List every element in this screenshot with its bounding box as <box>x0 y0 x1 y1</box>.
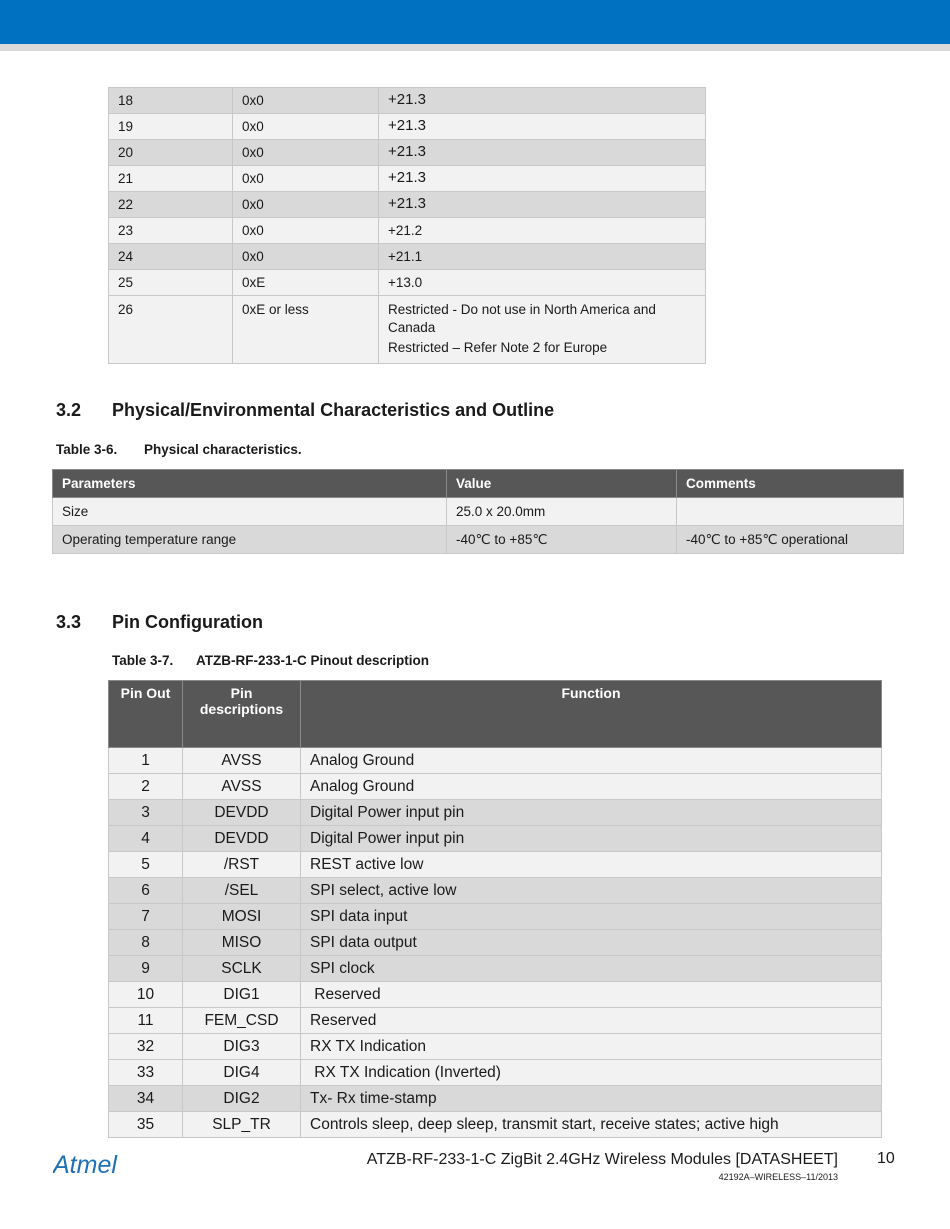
cell-setting: 0x0 <box>233 192 379 218</box>
document-code: 42192A–WIRELESS–11/2013 <box>718 1172 838 1182</box>
table-row <box>109 270 706 296</box>
cell-value: -40℃ to +85℃ <box>447 526 677 554</box>
cell-pin-number: 2 <box>109 774 183 800</box>
header-parameters: Parameters <box>53 470 447 498</box>
table-row <box>109 1034 882 1060</box>
cell-function: Tx- Rx time-stamp <box>301 1086 882 1112</box>
cell-function: SPI data output <box>301 930 882 956</box>
header-function: Function <box>301 681 882 748</box>
cell-pin-name: DEVDD <box>183 800 301 826</box>
pinout-table <box>108 680 882 1138</box>
table-row <box>109 218 706 244</box>
cell-power: +21.3 <box>379 166 706 192</box>
physical-characteristics-table <box>52 469 904 554</box>
top-banner <box>0 0 950 44</box>
cell-pin-number: 9 <box>109 956 183 982</box>
cell-power: +13.0 <box>379 270 706 296</box>
cell-channel: 21 <box>109 166 233 192</box>
atmel-logo-mark <box>53 1151 149 1179</box>
cell-pin-name: DIG2 <box>183 1086 301 1112</box>
svg-text:Atmel: Atmel <box>53 1151 117 1179</box>
cell-pin-name: SCLK <box>183 956 301 982</box>
table-row <box>109 296 706 364</box>
table-row <box>109 192 706 218</box>
cell-function: Reserved <box>301 1008 882 1034</box>
table-row <box>109 140 706 166</box>
cell-channel: 20 <box>109 140 233 166</box>
top-banner-rule <box>0 44 950 51</box>
cell-pin-number: 34 <box>109 1086 183 1112</box>
cell-pin-number: 33 <box>109 1060 183 1086</box>
cell-pin-name: MOSI <box>183 904 301 930</box>
cell-function: Digital Power input pin <box>301 826 882 852</box>
cell-function: Analog Ground <box>301 748 882 774</box>
table-row <box>109 982 882 1008</box>
table-row <box>109 852 882 878</box>
table-header-row <box>53 470 904 498</box>
cell-parameter: Size <box>53 498 447 526</box>
section-number: 3.3 <box>56 612 82 632</box>
cell-channel: 18 <box>109 88 233 114</box>
cell-setting: 0x0 <box>233 218 379 244</box>
cell-function: Digital Power input pin <box>301 800 882 826</box>
cell-pin-name: /RST <box>183 852 301 878</box>
cell-setting: 0x0 <box>233 140 379 166</box>
table-row <box>109 1060 882 1086</box>
cell-setting: 0x0 <box>233 88 379 114</box>
cell-function: REST active low <box>301 852 882 878</box>
table-row <box>53 526 904 554</box>
cell-pin-name: /SEL <box>183 878 301 904</box>
cell-function: SPI clock <box>301 956 882 982</box>
table-row <box>109 1112 882 1138</box>
cell-power: +21.2 <box>379 218 706 244</box>
cell-power <box>379 296 706 364</box>
cell-function: Reserved <box>301 982 882 1008</box>
cell-pin-number: 4 <box>109 826 183 852</box>
cell-pin-name: AVSS <box>183 774 301 800</box>
table-row <box>109 88 706 114</box>
cell-pin-number: 1 <box>109 748 183 774</box>
cell-pin-name: FEM_CSD <box>183 1008 301 1034</box>
cell-comment <box>677 498 904 526</box>
cell-channel: 23 <box>109 218 233 244</box>
cell-power: +21.1 <box>379 244 706 270</box>
cell-setting: 0x0 <box>233 244 379 270</box>
cell-channel: 19 <box>109 114 233 140</box>
cell-comment: -40℃ to +85℃ operational <box>677 526 904 554</box>
cell-setting: 0x0 <box>233 114 379 140</box>
cell-pin-number: 5 <box>109 852 183 878</box>
cell-pin-number: 10 <box>109 982 183 1008</box>
cell-parameter: Operating temperature range <box>53 526 447 554</box>
cell-pin-name: DIG1 <box>183 982 301 1008</box>
table-row <box>109 748 882 774</box>
output-power-table <box>108 87 706 364</box>
header-pin-out: Pin Out <box>109 681 183 748</box>
table-row <box>109 956 882 982</box>
cell-function: SPI data input <box>301 904 882 930</box>
table-row <box>109 774 882 800</box>
cell-function: Controls sleep, deep sleep, transmit start, receive states; active high <box>301 1112 882 1138</box>
atmel-logo <box>53 1151 149 1184</box>
cell-pin-number: 11 <box>109 1008 183 1034</box>
cell-pin-name: AVSS <box>183 748 301 774</box>
section-heading-3-3 <box>56 612 263 633</box>
table-header-row <box>109 681 882 748</box>
cell-function: Analog Ground <box>301 774 882 800</box>
header-value: Value <box>447 470 677 498</box>
cell-setting: 0x0 <box>233 166 379 192</box>
cell-pin-name: DIG4 <box>183 1060 301 1086</box>
restriction-note-1: Restricted - Do not use in North America and Canada <box>388 302 656 335</box>
footer-document-title: ATZB-RF-233-1-C ZigBit 2.4GHz Wireless Modules [DATASHEET] <box>366 1151 838 1168</box>
table-row <box>109 244 706 270</box>
restriction-note-2: Restricted – Refer Note 2 for Europe <box>388 340 608 355</box>
table-row <box>109 904 882 930</box>
cell-pin-name: MISO <box>183 930 301 956</box>
page-number: 10 <box>877 1150 895 1167</box>
table-row <box>109 114 706 140</box>
table-row <box>109 166 706 192</box>
section-number: 3.2 <box>56 400 82 420</box>
section-title: Physical/Environmental Characteristics and Outline <box>112 400 555 420</box>
section-title: Pin Configuration <box>112 612 263 632</box>
cell-value: 25.0 x 20.0mm <box>447 498 677 526</box>
cell-pin-number: 7 <box>109 904 183 930</box>
table-caption-3-6 <box>56 442 302 457</box>
cell-pin-name: DIG3 <box>183 1034 301 1060</box>
caption-number: Table 3-7. <box>112 653 174 668</box>
table-row <box>109 930 882 956</box>
cell-power: +21.3 <box>379 114 706 140</box>
table-caption-3-7 <box>112 653 429 668</box>
cell-pin-number: 8 <box>109 930 183 956</box>
cell-power: +21.3 <box>379 140 706 166</box>
cell-function: SPI select, active low <box>301 878 882 904</box>
table-row <box>109 800 882 826</box>
header-pin-descriptions: Pin descriptions <box>183 681 301 748</box>
cell-power: +21.3 <box>379 88 706 114</box>
section-heading-3-2 <box>56 400 554 421</box>
cell-channel: 26 <box>109 296 233 364</box>
cell-pin-name: SLP_TR <box>183 1112 301 1138</box>
table-row <box>109 1086 882 1112</box>
table-row <box>109 1008 882 1034</box>
header-comments: Comments <box>677 470 904 498</box>
cell-pin-number: 32 <box>109 1034 183 1060</box>
cell-power: +21.3 <box>379 192 706 218</box>
cell-pin-number: 6 <box>109 878 183 904</box>
cell-pin-number: 3 <box>109 800 183 826</box>
caption-title: ATZB-RF-233-1-C Pinout description <box>196 653 430 668</box>
cell-function: RX TX Indication (Inverted) <box>301 1060 882 1086</box>
cell-setting: 0xE <box>233 270 379 296</box>
cell-pin-name: DEVDD <box>183 826 301 852</box>
cell-channel: 22 <box>109 192 233 218</box>
cell-channel: 24 <box>109 244 233 270</box>
table-row <box>53 498 904 526</box>
caption-number: Table 3-6. <box>56 442 118 457</box>
cell-setting: 0xE or less <box>233 296 379 364</box>
cell-function: RX TX Indication <box>301 1034 882 1060</box>
caption-title: Physical characteristics. <box>144 442 302 457</box>
table-row <box>109 826 882 852</box>
table-row <box>109 878 882 904</box>
cell-pin-number: 35 <box>109 1112 183 1138</box>
cell-channel: 25 <box>109 270 233 296</box>
